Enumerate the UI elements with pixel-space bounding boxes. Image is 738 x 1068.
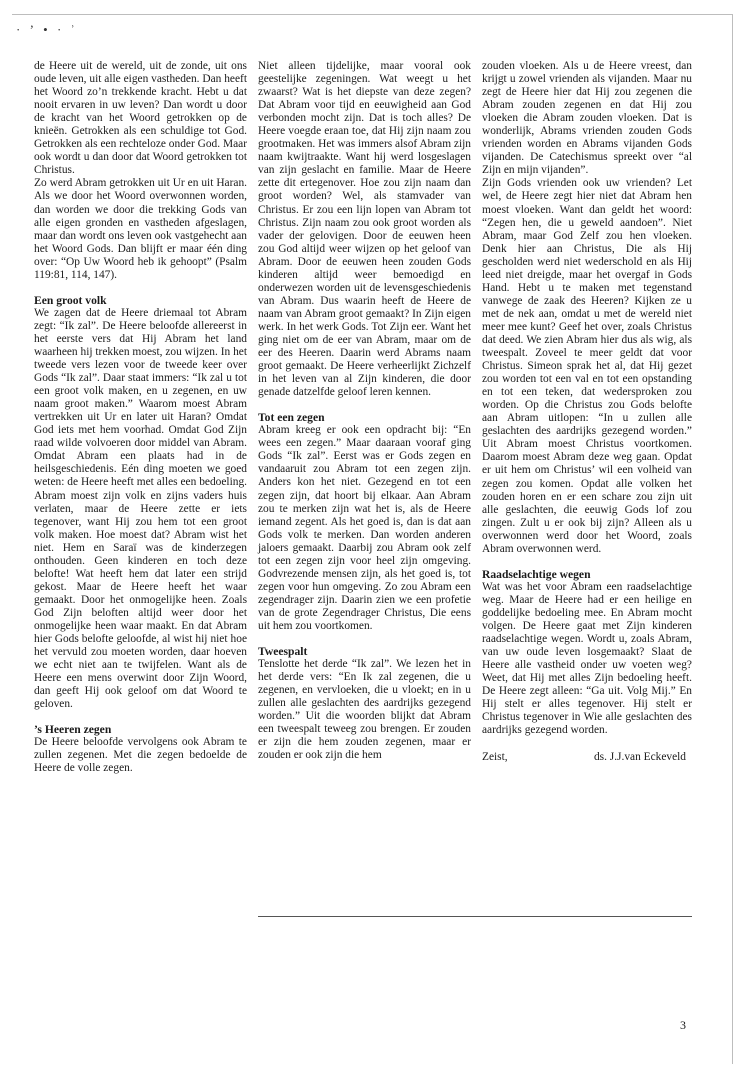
- paragraph: Zo werd Abram getrokken uit Ur en uit Haran. Als we door het Woord overwonnen worden, dan worden we door die trekking Gods van alle eigen gronden en vastheden afgeslagen, maar dan wordt ons leven ook vastgehecht aan het Woord Gods. Dan blijft er maar één ding over: “Op Uw Woord heb ik gehoopt” (Psalm 119:81, 114, 147).: [34, 177, 247, 281]
- column-1: [34, 60, 247, 775]
- section-heading: Raadselachtige wegen: [482, 567, 591, 581]
- paragraph: Abram kreeg er ook een opdracht bij: “En wees een zegen.” Maar daaraan vooraf ging Gods “Ik zal”. Eerst was er Gods zegen en vandaaruit zou Abram tot een zegen zijn. Anders kon het niet. Gezegend en tot een zegen zijn, dat hoort bij elkaar. Aan Abram zou te merken zijn wat het is, als de Heere iemand zegent. Als het goed is, dan is dat aan Gods volk te merken. Dan worden anderen jaloers gemaakt. Daarbij zou Abram ook zelf tot een zegen zijn voor heel zijn omgeving. Godvrezende mensen zijn, als het goed is, tot zegen voor hun omgeving. Zo zou Abram een zegendrager zijn. Daarin zien we een profetie van de grote Zegendrager Christus, Die eens uit hem zou voortkomen.: [258, 424, 471, 632]
- paragraph: Zijn Gods vrienden ook uw vrienden? Let wel, de Heere zegt hier niet dat Abram hen moest vloeken. Want dan geldt het woord: “Zegen hen, die u geweld aandoen”. Niet Abram, maar God Zelf zou hen vloeken. Denk hier aan Christus, Die als Hij gescholden werd niet wederschold en als Hij leed niet dreigde, maar het overgaf in Gods Hand. Hebt u te maken met tegenstand vanwege de zaak des Heeren? Kijken ze u met de nek aan, omdat u met de wereld niet meer mee kunt? Geef het over, zoals Christus dat deed. We zien Abram hier dus als wig, als tweespalt. Zoveel te meer geldt dat voor Christus. Simeon sprak het al, dat Hij gezet zou worden tot een val en tot een opstanding en tot een teken, dat wedersproken zou worden. Op die Christus zou Gods belofte aan Abram uitlopen: “In u zullen alle geslachten des aardrijks gezegend worden.” Uit Abram moest Christus voortkomen. Daarom moest Abram deze weg gaan. Opdat er uit hem om Christus’ wil een volheid van zegen zou komen. Opdat alle volken het zouden horen en er een schare zou zijn uit alle geslachten, die eeuwig Gods lof zou zingen. Zult u er ook bij zijn? Alleen als u overwonnen werd door het Woord, zoals Abram overwonnen werd.: [482, 177, 692, 555]
- paragraph: Wat was het voor Abram een raadselachtige weg. Maar de Heere had er een heilige en goddelijke bedoeling mee. En Abram mocht volgen. De Heere gaat met Zijn kinderen raadselachtige wegen. Wordt u, zoals Abram, van uw oude leven losgemaakt? Slaat de Heere alle vastheid onder uw voeten weg? Weet, dat Hij met alles Zijn bedoeling heeft. De Heere zegt alleen: “Ga uit. Volg Mij.” En Hij stelt er alles tegenover. Hij stelt er Christus tegenover in Wie alle geslachten des aardrijks gezegend worden.: [482, 580, 692, 737]
- signature-place: Zeist,: [482, 751, 508, 764]
- section-heading: Een groot volk: [34, 293, 107, 307]
- paragraph: De Heere beloofde vervolgens ook Abram te zullen zegenen. Met die zegen bedoelde de Heere de volle zegen.: [34, 736, 247, 775]
- paragraph: de Heere uit de wereld, uit de zonde, uit ons oude leven, uit alle eigen vastheden. Dan heeft het Woord zo’n trekkende kracht. Hebt u dat nooit ervaren in uw leven? Dan wordt u door de kracht van het Woord getrokken op de knieën. Getrokken als een schuldige tot God. Getrokken als een rechteloze onder God. Maar ook wordt u dan door dat Woord getrokken tot Christus.: [34, 60, 247, 177]
- section-heading: ’s Heeren zegen: [34, 723, 112, 737]
- footer-rule: [258, 916, 692, 917]
- top-border: [12, 14, 733, 15]
- section-heading: Tot een zegen: [258, 411, 325, 425]
- scan-marks: · ʼ • · ʾ: [16, 22, 78, 37]
- right-border: [732, 14, 733, 1064]
- column-2: [258, 60, 471, 762]
- paragraph: We zagen dat de Heere driemaal tot Abram zegt: “Ik zal”. De Heere beloofde allereerst in het eerste vers dat Hij Abram het land waarheen hij trekken moest, zou wijzen. In het tweede vers lezen voor de tweede keer over Gods “Ik zal”. Daar staat immers: “Ik zal u tot een groot volk maken, en u zegenen, en uw naam groot maken.” Waarom moest Abram vertrekken uit Ur en later uit Haran? Omdat God iets met hem voorhad. Omdat God Zijn raad wilde volvoeren door middel van Abram. Omdat Abram een plaats had in de heilsgeschiedenis. Eén ding moeten we goed weten: de Heere heeft met alles een bedoeling. Abram moest zijn volk en zijns vaders huis verlaten, maar de Heere zette er iets tegenover, want Hij zou hem tot een groot volk maken. Hoe moest dat? Abram wist het niet. Hem en Saraï was de kinderzegen onthouden. Geen kinderen en toch deze belofte! Wat heeft hem dat later een strijd gekost. Maar de Heere heeft het waar gemaakt. Door het onmogelijke heen. Zoals God Zijn beloften altijd weer door het onmogelijke heen waar maakt. En dat Abram hier Gods belofte geloofde, al wist hij niet hoe het vervuld zou moeten worden, daar hoeven we echt niet aan te twijfelen. Want als de Heere een mens overwint door Zijn Woord, dan geeft Hij ook geloof om dat Woord te geloven.: [34, 306, 247, 711]
- paragraph: zouden vloeken. Als u de Heere vreest, dan krijgt u zowel vrienden als vijanden. Maar nu zegt de Heere hier dat Hij zou zegenen die Abram zouden zegenen en dat Hij zou vloeken die Abram zouden vloeken. Dat is wonderlijk, Abrams vrienden zouden Gods vrienden worden en Abrams vijanden Gods vijanden. De Catechismus spreekt over “al Zijn en mijn vijanden”.: [482, 60, 692, 177]
- page-number: 3: [680, 1018, 686, 1032]
- signature-author: ds. J.J.van Eckeveld: [593, 751, 686, 764]
- column-3: [482, 60, 692, 764]
- section-heading: Tweespalt: [258, 645, 308, 659]
- paragraph: Niet alleen tijdelijke, maar vooral ook geestelijke zegeningen. Wat weegt u het zwaarst? Wat is het diepste van deze zegen? Dat Abram voor tijd en eeuwigheid aan God verbonden mocht zijn. Dat is toch alles? De Heere voegde eraan toe, dat Hij zijn naam zou grootmaken. Het was immers alsof Abram zijn naam kwijtraakte. Want hij werd losgeslagen van zijn geslacht en familie. Maar de Heere zette dit ertegenover. Hoe zou zijn naam dan groot worden? Wel, als stamvader van Christus. Er zou een lijn lopen van Abram tot Christus. Zijn naam zou ook groot worden als vader der gelovigen. Door de eeuwen heen zou God altijd weer wijzen op het geloof van Abram. Door de eeuwen heen zouden Gods kinderen altijd weer bemoedigd en onderwezen worden uit de levensgeschiedenis van Abram. Dus waarin heeft de Heere de naam van Abram groot gemaakt? In Zijn eigen werk. In het werk Gods. Tot Zijn eer. Want het ging niet om de eer van Abram, maar om de eer des Heeren. Daarin werd Abrams naam groot gemaakt. De Heere verheerlijkt Zichzelf in het leven van al Zijn kinderen, die door genade datzelfde geloof leren kennen.: [258, 60, 471, 399]
- signature-line: [482, 751, 692, 764]
- paragraph: Tenslotte het derde “Ik zal”. We lezen het in het derde vers: “En Ik zal zegenen, die u zegenen, en vervloeken, die u vloekt; en in u zullen alle geslachten des aardrijks gezegend worden.” Uit die woorden blijkt dat Abram een tweespalt teweeg zou brengen. Er zouden er zijn die hem zouden zegenen, maar er zouden er ook zijn die hem: [258, 658, 471, 762]
